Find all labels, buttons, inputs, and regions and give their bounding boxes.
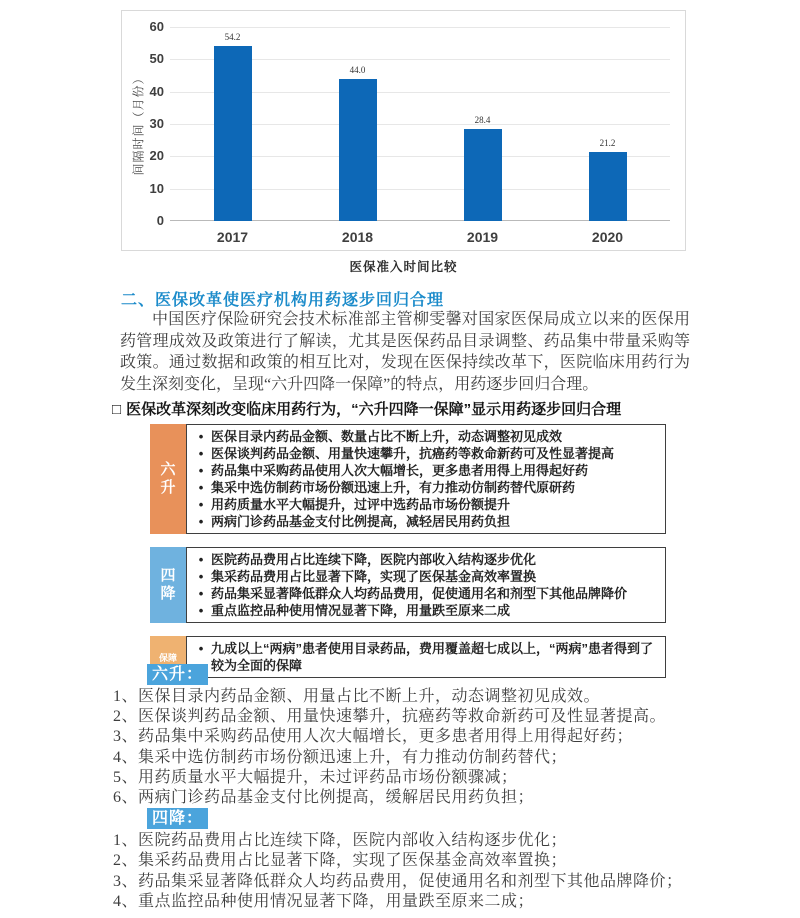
- bar-value-label: 44.0: [349, 64, 366, 75]
- bar-2020: [589, 152, 627, 221]
- box-item-text: 集采中选仿制药市场份额迅速上升，有力推动仿制药替代原研药: [211, 480, 576, 495]
- box-tab: [150, 424, 186, 534]
- box-tab-label: 四降: [160, 567, 176, 602]
- box-tab-label: 六升: [160, 461, 176, 496]
- bullet-icon: •: [198, 446, 204, 461]
- bullet-icon: •: [198, 514, 204, 529]
- summary-boxes: [150, 424, 666, 678]
- list-item: 2、集采药品费用占比显著下降，实现了医保基金高效率置换；: [113, 852, 568, 870]
- box-item-text: 重点监控品种使用情况显著下降，用量跌至原来二成: [211, 603, 511, 618]
- square-heading: [112, 398, 697, 419]
- box-item: [191, 445, 655, 462]
- y-tick-label: 30: [149, 116, 164, 131]
- list-item: 1、医保目录内药品金额、用量占比不断上升，动态调整初见成效。: [113, 688, 601, 705]
- list-item: 2、医保谈判药品金额、用量快速攀升，抗癌药等救命新药可及性显著提高。: [113, 708, 667, 726]
- bullet-icon: •: [198, 429, 204, 444]
- x-axis-label: 2018: [341, 229, 374, 245]
- list-item: 3、药品集采显著降低群众人均药品费用，促使通用名和剂型下其他品牌降价；: [113, 872, 683, 890]
- box-item-text: 药品集中采购药品使用人次大幅增长，更多患者用得上用得起好药: [211, 463, 589, 478]
- list-heading: [147, 664, 691, 686]
- y-tick-label: 20: [149, 148, 164, 164]
- box-item-text: 集采药品费用占比显著下降，实现了医保基金高效率置换: [211, 569, 537, 584]
- y-tick-label: 60: [149, 19, 164, 34]
- x-axis-label: 2019: [466, 229, 499, 245]
- square-heading-text: 医保改革深刻改变临床用药行为，“六升四降一保障”显示用药逐步回归合理: [126, 401, 622, 418]
- y-tick-label: 50: [149, 51, 164, 67]
- x-axis-label: 2017: [216, 229, 249, 245]
- bullet-icon: •: [198, 569, 204, 584]
- box-tab-label: 保障: [158, 652, 177, 663]
- box-item-text: 两病门诊药品基金支付比例提高，减轻居民用药负担: [211, 514, 511, 529]
- box-item: [191, 568, 655, 585]
- box-body: [186, 424, 666, 534]
- list-item: 5、用药质量水平大幅提升，未过评药品市场份额骤减；: [113, 768, 518, 786]
- section-heading: 二、医保改革使医疗机构用药逐步回归合理: [121, 292, 445, 309]
- box-item: [191, 551, 655, 568]
- box-item: [191, 585, 655, 602]
- chart-caption: 医保准入时间比较: [349, 260, 458, 274]
- bullet-icon: •: [198, 586, 204, 601]
- box-item: [191, 462, 655, 479]
- bullet-icon: •: [198, 552, 204, 567]
- box-item-text: 药品集采显著降低群众人均药品费用，促使通用名和剂型下其他品牌降价: [211, 586, 628, 601]
- bar-chart-card: [121, 10, 686, 251]
- bar-value-label: 28.4: [474, 115, 491, 126]
- bullet-icon: •: [198, 641, 204, 656]
- list-item: 1、医院药品费用占比连续下降，医院内部收入结构逐步优化；: [113, 832, 568, 850]
- box-item: [191, 602, 655, 619]
- body-paragraph: 中国医疗保险研究会技术标准部主管柳雯馨对国家医保局成立以来的医保用药管理成效及政策进行了解读，尤其是医保药品目录调整、药品集中带量采购等政策。通过数据和政策的相互比对，发现在医保持续改革下，医院临床用药行为发生深刻变化，呈现“六升四降一保障”的特点，用药逐步回归合理。: [120, 311, 690, 393]
- x-axis-label: 2020: [591, 229, 624, 245]
- y-tick-label: 40: [149, 83, 164, 99]
- summary-box: [150, 547, 666, 623]
- bullet-icon: •: [198, 480, 204, 495]
- list-item: 4、重点监控品种使用情况显著下降，用量跌至原来二成；: [113, 892, 535, 910]
- list-item: 6、两病门诊药品基金支付比例提高，缓解居民用药负担；: [113, 789, 535, 807]
- y-tick-label: 0: [156, 213, 164, 228]
- box-item-text: 九成以上“两病”患者使用目录药品，费用覆盖超七成以上，“两病”患者得到了较为全面的保障: [211, 641, 654, 673]
- bar-2017: [214, 46, 252, 221]
- detail-lists: [113, 664, 691, 912]
- box-item-text: 用药质量水平大幅提升，过评中选药品市场份额提升: [211, 497, 511, 512]
- list-item: 3、药品集中采购药品使用人次大幅增长，更多患者用得上用得起好药；: [113, 728, 634, 746]
- chart-y-axis-title: 间隔时间（月份）: [131, 71, 146, 176]
- bar-value-label: 21.2: [599, 138, 616, 149]
- list-heading-highlight: 六升：: [147, 664, 208, 685]
- plot-area: [170, 27, 670, 221]
- square-bullet-icon: □: [112, 401, 122, 418]
- box-body: [186, 547, 666, 623]
- bar-2018: [339, 79, 377, 221]
- box-item: [191, 496, 655, 513]
- box-item: [191, 428, 655, 445]
- box-tab: [150, 547, 186, 623]
- box-item-text: 医院药品费用占比连续下降，医院内部收入结构逐步优化: [211, 552, 537, 567]
- y-tick-label: 10: [149, 180, 164, 196]
- list-item: 4、集采中选仿制药市场份额迅速上升，有力推动仿制药替代；: [113, 748, 568, 766]
- grid-line: [170, 27, 670, 28]
- bullet-icon: •: [198, 463, 204, 478]
- list-heading-highlight: 四降：: [147, 808, 208, 829]
- bullet-icon: •: [198, 603, 204, 618]
- bar-2019: [464, 129, 502, 221]
- summary-box: [150, 424, 666, 534]
- box-item-text: 医保谈判药品金额、用量快速攀升，抗癌药等救命新药可及性显著提高: [211, 446, 615, 461]
- box-item: [191, 513, 655, 530]
- bar-value-label: 54.2: [224, 31, 241, 42]
- bullet-icon: •: [198, 497, 204, 512]
- box-item: [191, 479, 655, 496]
- box-item-text: 医保目录内药品金额、数量占比不断上升，动态调整初见成效: [211, 429, 563, 444]
- list-heading: [147, 808, 691, 830]
